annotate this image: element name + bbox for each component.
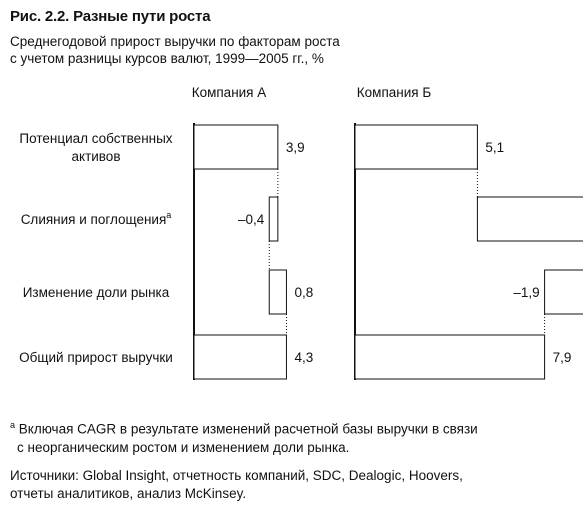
footnote-line-2: с неорганическим ростом и изменением доли рынка. <box>17 439 350 455</box>
bar <box>355 335 545 379</box>
bar <box>545 270 583 314</box>
series-header: Компания Б <box>356 85 432 100</box>
bar <box>269 270 286 314</box>
category-label: Потенциал собственных <box>19 131 173 146</box>
category-label: активов <box>71 149 121 164</box>
data-label: –0,4 <box>237 212 265 227</box>
bar <box>477 197 583 241</box>
category-label: Изменение доли рынка <box>22 285 170 300</box>
category-footnote-mark: a <box>166 210 172 220</box>
sources-line-1: Источники: Global Insight, отчетность компаний, SDC, Dealogic, Hoovers, <box>10 468 463 483</box>
data-label: 3,9 <box>285 140 305 155</box>
footnote-mark: a <box>10 420 16 430</box>
footnote-text-1: Включая CAGR в результате изменений расчетной базы выручки в связи <box>15 421 478 437</box>
bar <box>194 125 278 169</box>
footnote-line-1 <box>10 416 478 439</box>
data-label: 7,9 <box>552 350 572 365</box>
bar <box>355 125 477 169</box>
footnote <box>10 416 478 457</box>
data-label: –1,9 <box>513 285 540 300</box>
sources-line-2: отчеты аналитиков, анализ McKinsey. <box>10 486 247 501</box>
figure-title: Рис. 2.2. Разные пути роста <box>10 8 211 25</box>
data-label: 0,8 <box>294 285 314 300</box>
sources-note <box>10 467 463 503</box>
series-header: Компания А <box>191 85 267 100</box>
category-label: Слияния и поглощения$^a$ <box>20 210 172 227</box>
data-label: 4,3 <box>294 350 314 365</box>
bar <box>269 197 278 241</box>
category-label: Общий прирост выручки <box>19 350 173 365</box>
subtitle-line-2: с учетом разницы курсов валют, 1999—2005 гг., % <box>10 51 324 66</box>
data-label: 5,1 <box>485 140 505 155</box>
subtitle-line-1: Среднегодовой прирост выручки по факторам роста <box>10 34 340 49</box>
bar <box>194 335 286 379</box>
